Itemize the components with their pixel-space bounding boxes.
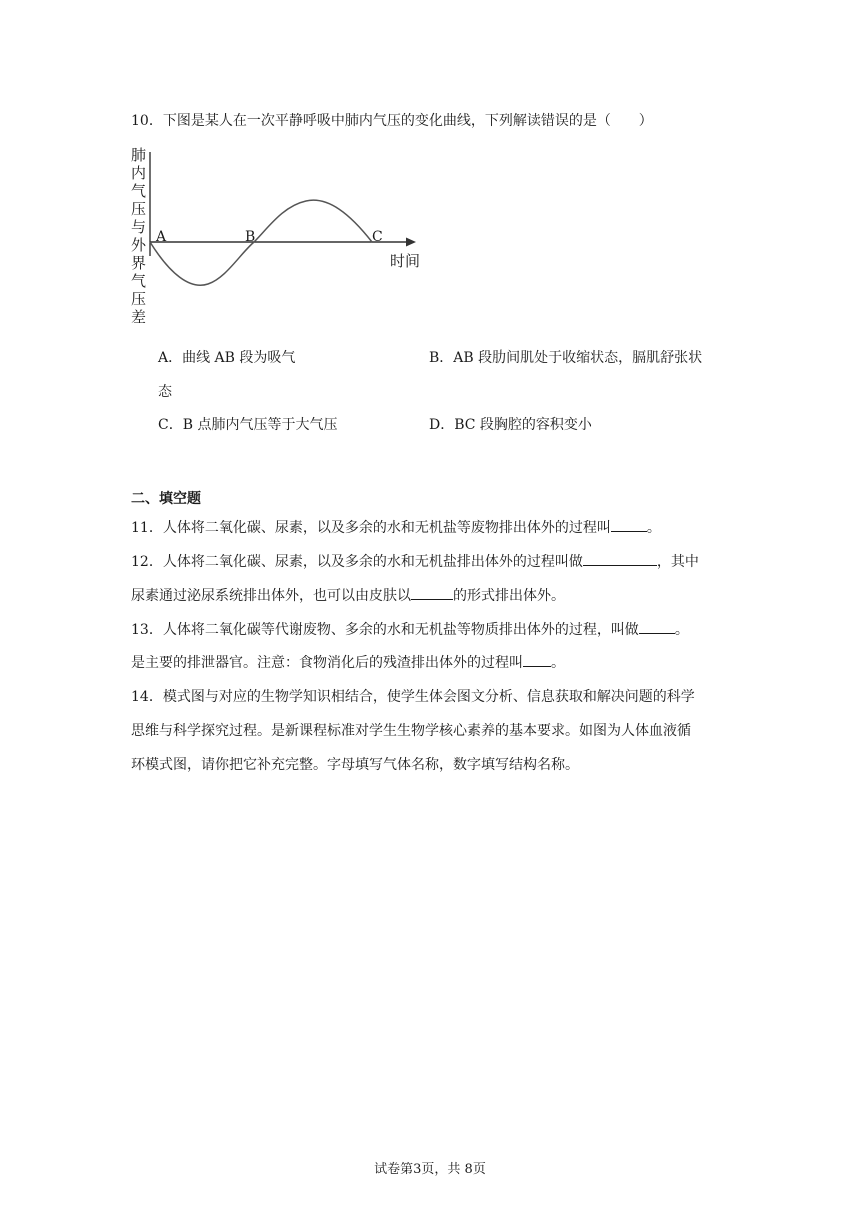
question-11-text: 11．人体将二氧化碳、尿素，以及多余的水和无机盐等废物排出体外的过程叫 <box>131 520 611 536</box>
graph-y-axis-label-char: 差 <box>131 308 147 326</box>
question-12-text-4: 的形式排出体外。 <box>453 588 565 604</box>
question-13-text-4: 。 <box>551 655 565 671</box>
point-b-label: B <box>245 229 256 245</box>
question-12-text-3: 尿素通过泌尿系统排出体外，也可以由皮肤以 <box>131 588 411 604</box>
question-12-blank-2[interactable] <box>411 585 453 600</box>
question-12-line-2 <box>131 585 565 606</box>
question-11-blank[interactable] <box>611 517 647 532</box>
question-13-text-3: 是主要的排泄器官。注意：食物消化后的残渣排出体外的过程叫 <box>131 655 523 671</box>
graph-y-axis-label-char: 界 <box>131 254 147 272</box>
question-10-stem: 10．下图是某人在一次平静呼吸中肺内气压的变化曲线，下列解读错误的是（ ） <box>131 113 653 129</box>
question-12-text-1: 12．人体将二氧化碳、尿素，以及多余的水和无机盐排出体外的过程叫做 <box>131 554 583 570</box>
question-13-text-2: 。 <box>674 622 689 638</box>
pressure-curve-graph <box>128 144 428 334</box>
graph-y-axis-label-char: 气 <box>131 182 147 200</box>
page-footer: 试卷第3页，共 8页 <box>374 1162 486 1177</box>
section-heading-fill-in: 二、填空题 <box>131 491 201 507</box>
pressure-curve <box>150 200 372 285</box>
question-13-blank-1[interactable] <box>639 619 675 634</box>
question-10-option-c: C．B 点肺内气压等于大气压 <box>158 417 338 433</box>
question-14-line-1: 14．模式图与对应的生物学知识相结合，使学生体会图文分析、信息获取和解决问题的科学 <box>131 689 695 705</box>
question-11-end: 。 <box>646 520 661 536</box>
question-14-line-2: 思维与科学探究过程。是新课程标准对学生生物学核心素养的基本要求。如图为人体血液循 <box>131 723 691 739</box>
question-10-option-b: B．AB 段肋间肌处于收缩状态，膈肌舒张状 <box>429 350 703 366</box>
point-a-label: A <box>156 229 167 245</box>
graph-y-axis-label-char: 气 <box>131 272 147 290</box>
question-13-line-1 <box>131 619 689 640</box>
graph-y-axis-label-char: 压 <box>131 200 147 218</box>
question-10-option-d: D．BC 段胸腔的容积变小 <box>429 417 592 433</box>
question-12-line-1 <box>131 551 699 572</box>
question-13-blank-2[interactable] <box>523 652 551 667</box>
graph-y-axis-label-char: 肺 <box>131 146 147 164</box>
question-10-option-a: A．曲线 AB 段为吸气 <box>158 350 296 366</box>
question-10-option-b-continued: 态 <box>158 384 172 400</box>
point-c-label: C <box>372 229 383 245</box>
graph-y-axis-label-char: 外 <box>131 236 147 254</box>
question-13-line-2 <box>131 652 565 673</box>
graph-y-axis-label-char: 压 <box>131 290 147 308</box>
question-14-line-3: 环模式图，请你把它补充完整。字母填写气体名称，数字填写结构名称。 <box>131 757 579 773</box>
question-12-blank-1[interactable] <box>583 551 657 566</box>
graph-y-axis-label-char: 内 <box>131 164 147 182</box>
question-12-text-2: ，其中 <box>656 554 699 570</box>
graph-x-axis-label: 时间 <box>390 252 421 270</box>
question-11 <box>131 517 661 538</box>
graph-y-axis-label-char: 与 <box>131 218 147 236</box>
graph-x-axis-arrow <box>406 238 416 247</box>
question-13-text-1: 13．人体将二氧化碳等代谢废物、多余的水和无机盐等物质排出体外的过程，叫做 <box>131 622 639 638</box>
